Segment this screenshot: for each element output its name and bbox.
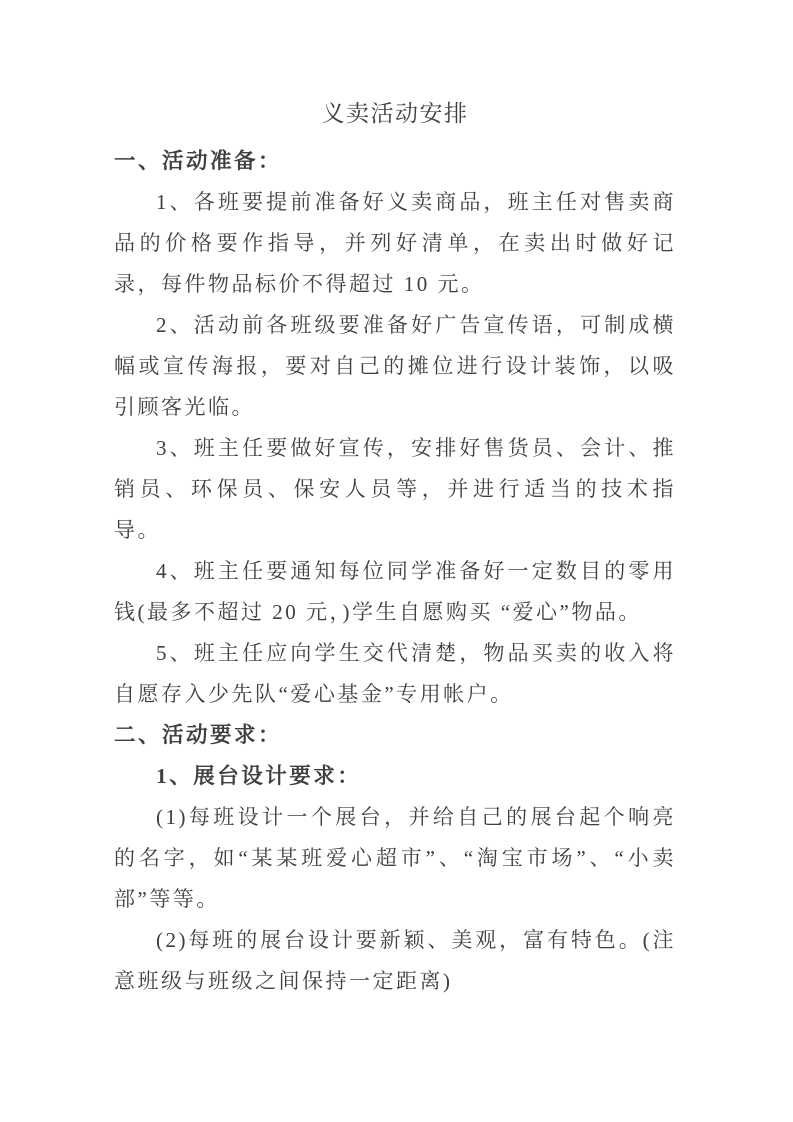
paragraph-item-3: 3、班主任要做好宣传，安排好售货员、会计、推销员、环保员、保安人员等，并进行适当的技术指导。 (114, 436, 676, 542)
paragraph-item-4: 4、班主任要通知每位同学准备好一定数目的零用钱(最多不超过 20 元，)学生自愿购买 “爱心”物品。 (114, 559, 676, 624)
section-heading-preparation: 一、活动准备： (114, 149, 283, 173)
section-heading-requirements: 二、活动要求： (114, 723, 283, 747)
subsection-heading-booth-design: 1、展台设计要求： (156, 764, 362, 788)
paragraph-booth-2: (2)每班的展台设计要新颖、美观，富有特色。(注意班级与班级之间保持一定距离) (114, 928, 676, 993)
paragraph-item-1: 1、各班要提前准备好义卖商品，班主任对售卖商品的价格要作指导，并列好清单，在卖出时做好记录，每件物品标价不得超过 10 元。 (114, 190, 676, 296)
paragraph-booth-1: (1)每班设计一个展台，并给自己的展台起个响亮的名字，如“某某班爱心超市”、“淘宝市场”、“小卖部”等等。 (114, 805, 676, 911)
paragraph-item-2: 2、活动前各班级要准备好广告宣传语，可制成横幅或宣传海报，要对自己的摊位进行设计装饰，以吸引顾客光临。 (114, 313, 676, 419)
paragraph-item-5: 5、班主任应向学生交代清楚，物品买卖的收入将自愿存入少先队“爱心基金”专用帐户。 (114, 641, 676, 706)
document-title: 义卖活动安排 (321, 101, 469, 126)
